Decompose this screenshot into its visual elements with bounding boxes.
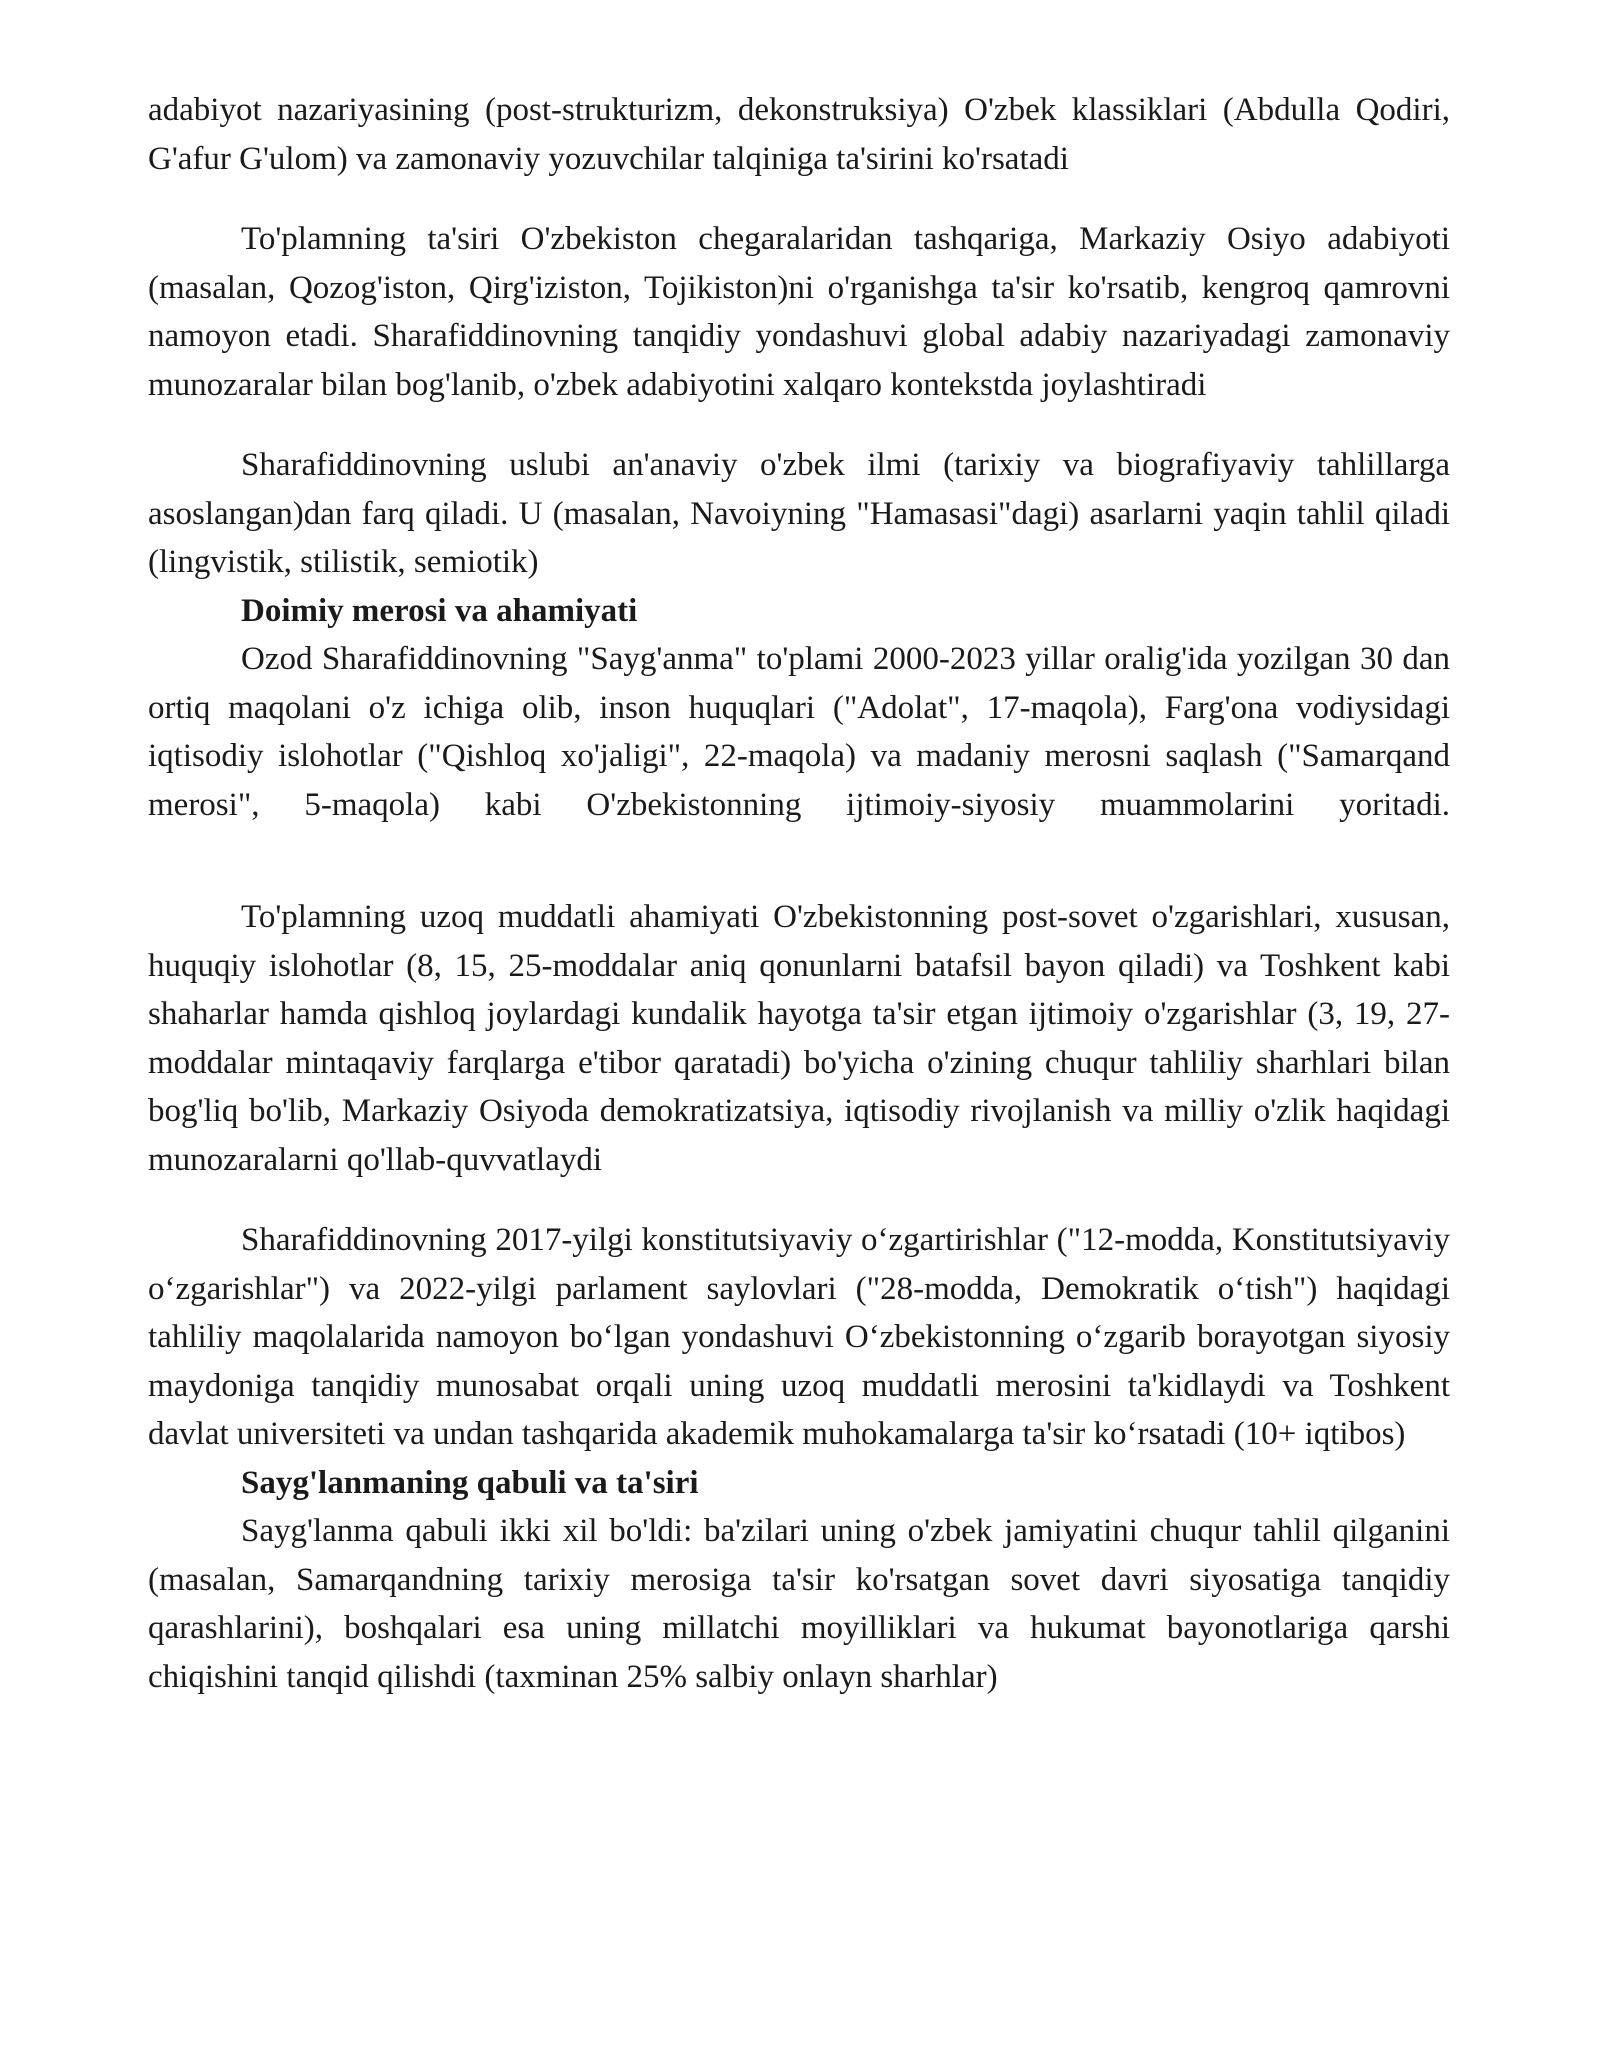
document-page <box>148 86 1450 1701</box>
paragraph-4: Ozod Sharafiddinovning "Sayg'anma" to'plami 2000-2023 yillar oralig'ida yozilgan 30 dan ortiq maqolani o'z ichiga olib, inson huquqlari ("Adolat", 17-maqola), Farg'ona vodiysidagi iqtisodiy islohotlar ("Qishloq xo'jaligi", 22-maqola) va madaniy merosni saqlash ("Samarqand merosi", 5-maqola) kabi O'zbekistonning ijtimoiy-siyosiy muammolarini yoritadi. <box>148 641 1450 823</box>
paragraph-5: To'plamning uzoq muddatli ahamiyati O'zbekistonning post-sovet o'zgarishlari, xususan, huquqiy islohotlar (8, 15, 25-moddalar aniq qonunlarni batafsil bayon qiladi) va Toshkent kabi shaharlar hamda qishloq joylardagi kundalik hayotga ta'sir etgan ijtimoiy o'zgarishlar (3, 19, 27-moddalar mintaqaviy farqlarga e'tibor qaratadi) bo'yicha o'zining chuqur tahliliy sharhlari bilan bog'liq bo'lib, Markaziy Osiyoda demokratizatsiya, iqtisodiy rivojlanish va milliy o'zlik haqidagi munozaralarni qo'llab-quvvatlaydi <box>148 899 1450 1178</box>
paragraph-2: To'plamning ta'siri O'zbekiston chegaralaridan tashqariga, Markaziy Osiyo adabiyoti (masalan, Qozog'iston, Qirg'iziston, Tojikiston)ni o'rganishga ta'sir ko'rsatib, kengroq qamrovni namoyon etadi. Sharafiddinovning tanqidiy yondashuvi global adabiy nazariyadagi zamonaviy munozaralar bilan bog'lanib, o'zbek adabiyotini xalqaro kontekstda joylashtiradi <box>148 221 1450 403</box>
paragraph-3: Sharafiddinovning uslubi an'anaviy o'zbek ilmi (tarixiy va biografiyaviy tahlillarga asoslangan)dan farq qiladi. U (masalan, Navoiyning "Hamasasi"dagi) asarlarni yaqin tahlil qiladi (lingvistik, stilistik, semiotik) <box>148 447 1450 580</box>
paragraph-6: Sharafiddinovning 2017-yilgi konstitutsiyaviy oʻzgartirishlar ("12-modda, Konstitutsiyaviy oʻzgarishlar") va 2022-yilgi parlament saylovlari ("28-modda, Demokratik oʻtish") haqidagi tahliliy maqolalarida namoyon boʻlgan yondashuvi Oʻzbekistonning oʻzgarib borayotgan siyosiy maydoniga tanqidiy munosabat orqali uning uzoq muddatli merosini ta'kidlaydi va Toshkent davlat universiteti va undan tashqarida akademik muhokamalarga ta'sir koʻrsatadi (10+ iqtibos) <box>148 1222 1450 1452</box>
section-heading-legacy: Doimiy merosi va ahamiyati <box>241 592 638 629</box>
paragraph-1: adabiyot nazariyasining (post-strukturizm, dekonstruksiya) O'zbek klassiklari (Abdulla Qodiri, G'afur G'ulom) va zamonaviy yozuvchilar talqiniga ta'sirini ko'rsatadi <box>148 92 1450 177</box>
section-heading-reception: Sayg'lanmaning qabuli va ta'siri <box>241 1464 699 1501</box>
paragraph-7: Sayg'lanma qabuli ikki xil bo'ldi: ba'zilari uning o'zbek jamiyatini chuqur tahlil qilganini (masalan, Samarqandning tarixiy merosiga ta'sir ko'rsatgan sovet davri siyosatiga tanqidiy qarashlarini), boshqalari esa uning millatchi moyilliklari va hukumat bayonotlariga qarshi chiqishini tanqid qilishdi (taxminan 25% salbiy onlayn sharhlar) <box>148 1513 1450 1695</box>
